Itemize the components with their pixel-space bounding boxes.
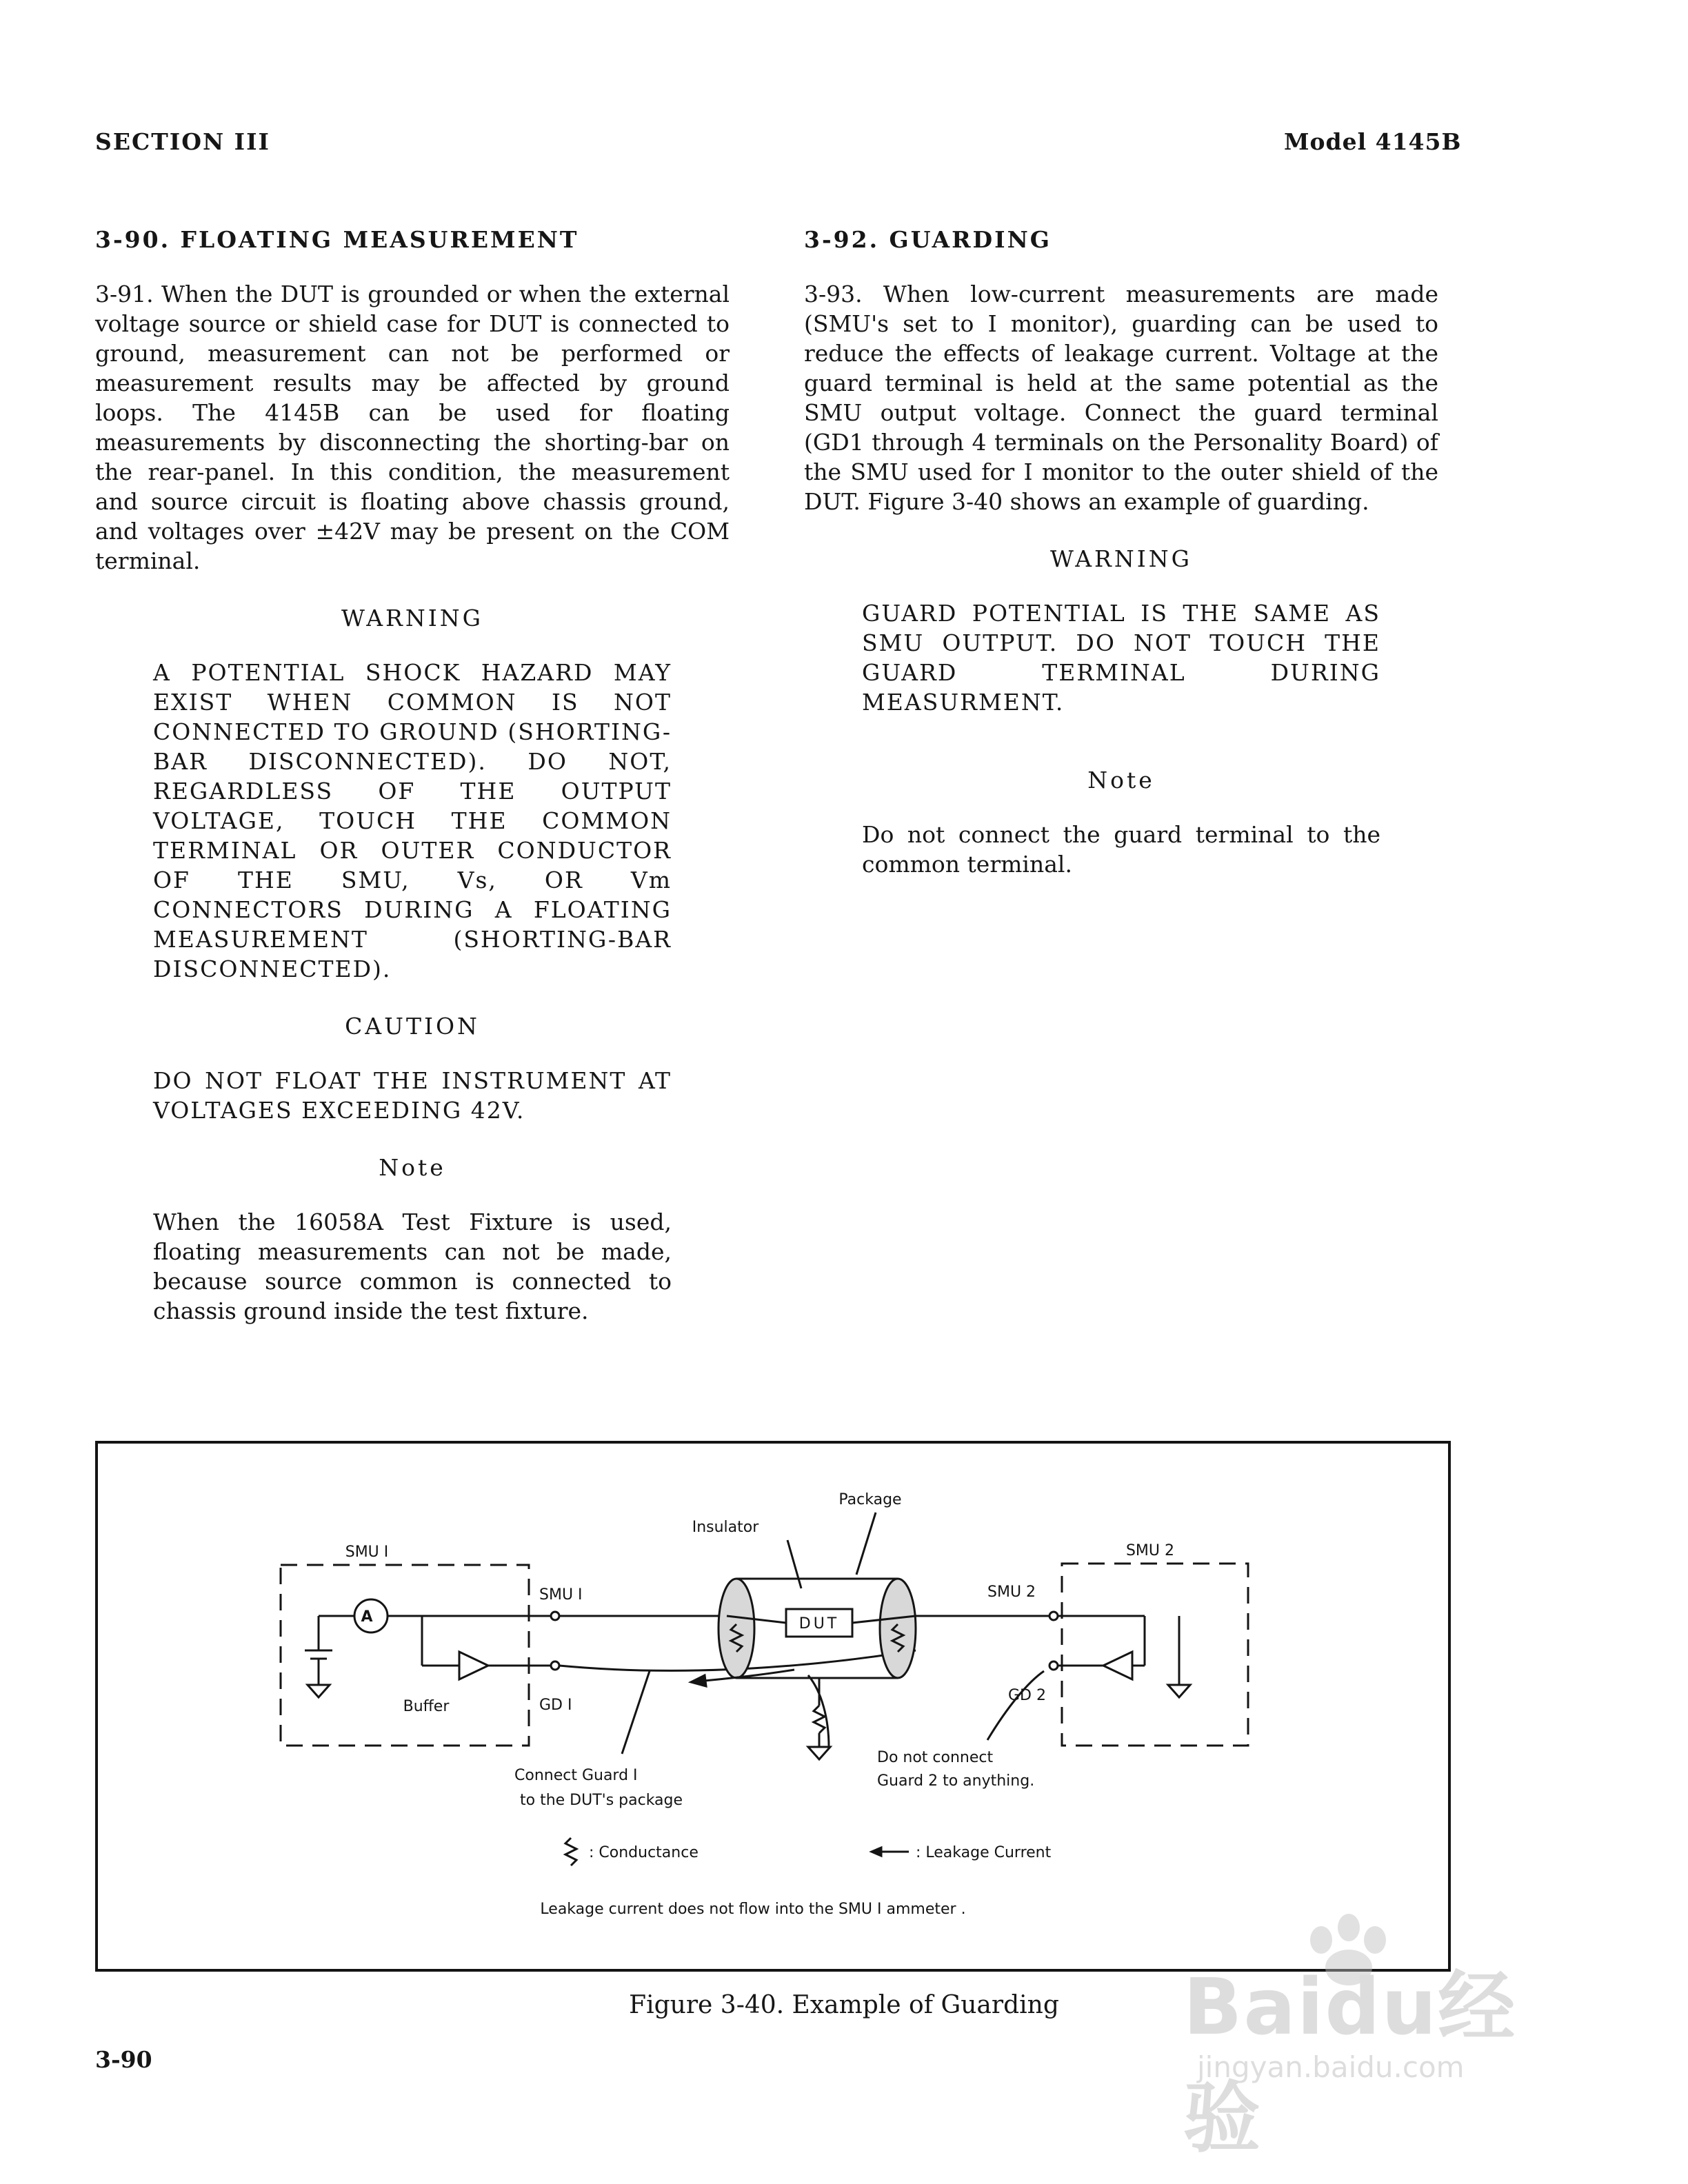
smu1-box: [281, 1565, 529, 1746]
package-right-end: [880, 1579, 916, 1678]
gd2-label: GD 2: [1008, 1687, 1046, 1704]
package-label: Package: [838, 1491, 902, 1508]
connect-guard-line1: Connect Guard I: [514, 1767, 638, 1784]
figure-caption: Figure 3-40. Example of Guarding: [629, 1991, 1059, 2019]
smu2-buffer-symbol: [1103, 1652, 1132, 1679]
watermark: [1183, 1912, 1569, 2163]
caution-text: DO NOT FLOAT THE INSTRUMENT AT VOLTAGES EXCEEDING 42V.: [153, 1067, 672, 1124]
model-header: Model 4145B: [1284, 128, 1462, 155]
guarding-heading: 3-92. GUARDING: [804, 226, 1052, 253]
guard-note-title: Note: [1087, 767, 1155, 793]
guard1-pointer: [622, 1671, 650, 1754]
connect-guard-line2: to the DUT's package: [520, 1792, 683, 1809]
floating-measurement-heading: 3-90. FLOATING MEASUREMENT: [95, 226, 579, 253]
do-not-connect-line1: Do not connect: [877, 1749, 994, 1766]
guarding-diagram: [98, 1444, 1448, 1969]
smu1-terminal-node: [551, 1612, 559, 1620]
watermark-brand: Baidu经验: [1183, 1963, 1517, 2163]
leakage-arrowhead: [691, 1675, 706, 1686]
buffer-label: Buffer: [403, 1698, 450, 1715]
gd2-terminal-node: [1049, 1661, 1058, 1670]
guard-note-text: Do not connect the guard terminal to the common terminal.: [862, 821, 1380, 878]
floating-measurement-paragraph: 3-91. When the DUT is grounded or when the external voltage source or shield case for DUT is connected to ground, measurement can not be performed or measurement results may be affected by ground loops. The 4145B can be used for floating measurements by disconnecting the shorting-bar on the rear-panel. In this condition, the measurement and source circuit is floating above chassis ground, and voltages over ±42V may be present on the COM terminal.: [95, 281, 730, 574]
left-column: [95, 225, 730, 1326]
legend-conductance-symbol: [565, 1838, 576, 1866]
section-header: SECTION III: [95, 128, 270, 155]
gd2-pointer: [987, 1671, 1044, 1740]
legend-conductance-label: : Conductance: [589, 1844, 699, 1861]
insulator-label: Insulator: [692, 1519, 759, 1536]
package-ground-conductance: [814, 1706, 825, 1733]
guarding-paragraph: 3-93. When low-current measurements are made (SMU's set to I monitor), guarding can be used to reduce the effects of leakage current. Voltage at the guard terminal is held at the same potential as the SMU output voltage. Connect the guard terminal (GD1 through 4 terminals on the Personality Board) of the SMU used for I monitor to the outer shield of the DUT. Figure 3-40 shows an example of guarding.: [804, 281, 1438, 515]
package-ground-symbol: [808, 1747, 830, 1759]
caution-title: CAUTION: [345, 1013, 480, 1040]
page-number: 3-90: [95, 2046, 152, 2073]
leakage-arrow-path: [705, 1670, 794, 1681]
warning-title: WARNING: [341, 605, 484, 631]
guard-warning-title: WARNING: [1049, 545, 1193, 572]
note-text: When the 16058A Test Fixture is used, floating measurements can not be made, because source common is connected to chassis ground inside the test fixture.: [153, 1209, 672, 1324]
gd1-terminal-node: [551, 1661, 559, 1670]
package-pointer: [856, 1513, 876, 1575]
smu2-terminal-node: [1049, 1612, 1058, 1620]
insulator-pointer: [787, 1540, 801, 1588]
smu1-terminal-label: SMU I: [539, 1586, 583, 1604]
legend-leakage-label: : Leakage Current: [916, 1844, 1052, 1861]
smu2-box-label: SMU 2: [1125, 1542, 1175, 1559]
watermark-url: jingyan.baidu.com: [1197, 2050, 1465, 2084]
smu2-box: [1062, 1564, 1248, 1746]
figure-footer-note: Leakage current does not flow into the SMU I ammeter .: [540, 1901, 966, 1918]
dut-label: DUT: [798, 1615, 840, 1632]
package-left-end: [719, 1579, 754, 1678]
right-column: [804, 225, 1438, 879]
note-title: Note: [379, 1154, 446, 1181]
guarding-figure: [95, 1441, 1451, 1972]
warning-text: A POTENTIAL SHOCK HAZARD MAY EXIST WHEN COMMON IS NOT CONNECTED TO GROUND (SHORTING-BAR DISCONNECTED). DO NOT, REGARDLESS OF THE OUTPUT VOLTAGE, TOUCH THE COMMON TERMINAL OR OUTER CONDUCTOR OF THE SMU, Vs, OR Vm CONNECTORS DURING A FLOATING MEASUREMENT (SHORTING-BAR DISCONNECTED).: [153, 659, 672, 982]
buffer-symbol: [459, 1652, 488, 1679]
smu2-ground-symbol: [1168, 1685, 1190, 1697]
do-not-connect-line2: Guard 2 to anything.: [877, 1772, 1035, 1790]
smu1-box-label: SMU I: [345, 1544, 389, 1561]
gd1-label: GD I: [539, 1697, 572, 1714]
smu2-terminal-label: SMU 2: [987, 1584, 1036, 1601]
guard-warning-text: GUARD POTENTIAL IS THE SAME AS SMU OUTPUT. DO NOT TOUCH THE GUARD TERMINAL DURING MEASURMENT.: [862, 600, 1380, 716]
smu1-ground-symbol: [308, 1685, 330, 1697]
ammeter-label: A: [361, 1608, 373, 1626]
legend-leakage-arrowhead: [872, 1848, 881, 1856]
